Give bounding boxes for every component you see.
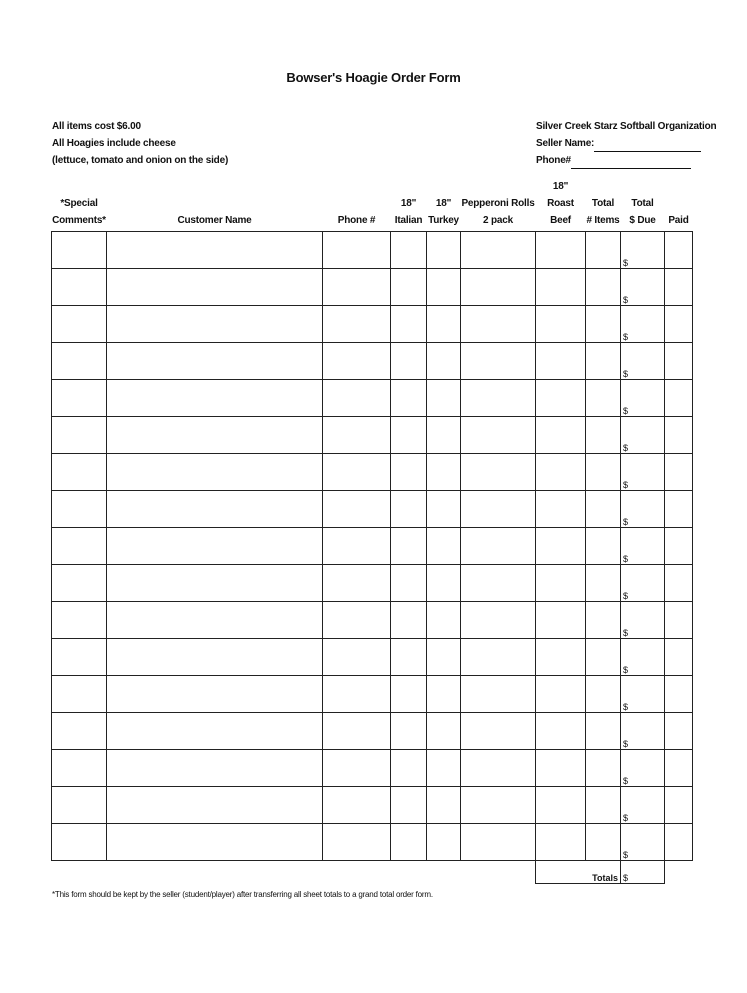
paid-cell[interactable] xyxy=(665,528,693,565)
organization-name: Silver Creek Starz Softball Organization xyxy=(536,121,717,132)
pepperoni-rolls-cell[interactable] xyxy=(461,787,536,824)
turkey-cell[interactable] xyxy=(427,676,461,713)
phone-cell[interactable] xyxy=(323,343,391,380)
pepperoni-rolls-cell[interactable] xyxy=(461,639,536,676)
total-due-cell[interactable]: $ xyxy=(621,269,665,306)
comments-cell[interactable] xyxy=(52,565,107,602)
total-due-cell[interactable]: $ xyxy=(621,676,665,713)
turkey-cell[interactable] xyxy=(427,491,461,528)
customer-name-cell[interactable] xyxy=(107,306,323,343)
col-header-total-due: Total $ Due xyxy=(629,198,656,226)
seller-name-label: Seller Name: xyxy=(536,138,595,149)
paid-cell[interactable] xyxy=(665,380,693,417)
turkey-cell[interactable] xyxy=(427,713,461,750)
total-items-cell[interactable] xyxy=(586,380,621,417)
roast-beef-cell[interactable] xyxy=(536,750,586,787)
customer-name-cell[interactable] xyxy=(107,565,323,602)
pepperoni-rolls-cell[interactable] xyxy=(461,232,536,269)
turkey-cell[interactable] xyxy=(427,602,461,639)
roast-beef-cell[interactable] xyxy=(536,639,586,676)
total-due-cell[interactable]: $ xyxy=(621,454,665,491)
totals-label: Totals xyxy=(536,861,621,884)
comments-cell[interactable] xyxy=(52,269,107,306)
col-header-roast-beef: 18" Roast Beef xyxy=(547,181,574,226)
totals-row xyxy=(52,861,693,884)
table-row xyxy=(52,750,693,787)
comments-cell[interactable] xyxy=(52,343,107,380)
total-items-cell[interactable] xyxy=(586,750,621,787)
italian-cell[interactable] xyxy=(391,306,427,343)
italian-cell[interactable] xyxy=(391,417,427,454)
table-row xyxy=(52,343,693,380)
comments-cell[interactable] xyxy=(52,824,107,861)
roast-beef-cell[interactable] xyxy=(536,676,586,713)
turkey-cell[interactable] xyxy=(427,639,461,676)
phone-cell[interactable] xyxy=(323,824,391,861)
paid-cell[interactable] xyxy=(665,491,693,528)
italian-cell[interactable] xyxy=(391,602,427,639)
total-items-cell[interactable] xyxy=(586,676,621,713)
italian-cell[interactable] xyxy=(391,269,427,306)
total-due-cell[interactable]: $ xyxy=(621,343,665,380)
roast-beef-cell[interactable] xyxy=(536,380,586,417)
phone-cell[interactable] xyxy=(323,417,391,454)
pepperoni-rolls-cell[interactable] xyxy=(461,491,536,528)
pepperoni-rolls-cell[interactable] xyxy=(461,269,536,306)
total-items-cell[interactable] xyxy=(586,639,621,676)
comments-cell[interactable] xyxy=(52,232,107,269)
total-due-cell[interactable]: $ xyxy=(621,232,665,269)
total-due-cell[interactable]: $ xyxy=(621,787,665,824)
cheese-note: All Hoagies include cheese xyxy=(52,138,176,149)
col-header-customer-name: Customer Name xyxy=(177,215,252,226)
pepperoni-rolls-cell[interactable] xyxy=(461,343,536,380)
pricing-info xyxy=(52,118,228,169)
customer-name-cell[interactable] xyxy=(107,232,323,269)
table-row xyxy=(52,380,693,417)
comments-cell[interactable] xyxy=(52,639,107,676)
pepperoni-rolls-cell[interactable] xyxy=(461,380,536,417)
comments-cell[interactable] xyxy=(52,454,107,491)
phone-cell[interactable] xyxy=(323,232,391,269)
italian-cell[interactable] xyxy=(391,565,427,602)
customer-name-cell[interactable] xyxy=(107,528,323,565)
comments-cell[interactable] xyxy=(52,380,107,417)
table-row xyxy=(52,639,693,676)
seller-phone-line xyxy=(536,152,716,169)
header-row xyxy=(52,178,693,232)
total-items-cell[interactable] xyxy=(586,454,621,491)
paid-cell[interactable] xyxy=(665,787,693,824)
total-due-cell[interactable]: $ xyxy=(621,713,665,750)
pepperoni-rolls-cell[interactable] xyxy=(461,565,536,602)
total-due-cell[interactable]: $ xyxy=(621,750,665,787)
col-header-turkey: 18" Turkey xyxy=(428,198,459,226)
col-header-italian: 18" Italian xyxy=(394,198,423,226)
total-due-cell[interactable]: $ xyxy=(621,565,665,602)
paid-cell[interactable] xyxy=(665,417,693,454)
customer-name-cell[interactable] xyxy=(107,676,323,713)
seller-phone-label: Phone# xyxy=(536,155,571,166)
turkey-cell[interactable] xyxy=(427,417,461,454)
comments-cell[interactable] xyxy=(52,750,107,787)
total-items-cell[interactable] xyxy=(586,713,621,750)
italian-cell[interactable] xyxy=(391,454,427,491)
roast-beef-cell[interactable] xyxy=(536,491,586,528)
roast-beef-cell[interactable] xyxy=(536,824,586,861)
customer-name-cell[interactable] xyxy=(107,787,323,824)
turkey-cell[interactable] xyxy=(427,824,461,861)
customer-name-cell[interactable] xyxy=(107,602,323,639)
turkey-cell[interactable] xyxy=(427,232,461,269)
turkey-cell[interactable] xyxy=(427,787,461,824)
turkey-cell[interactable] xyxy=(427,269,461,306)
seller-name-line xyxy=(536,135,716,152)
turkey-cell[interactable] xyxy=(427,306,461,343)
total-items-cell[interactable] xyxy=(586,343,621,380)
roast-beef-cell[interactable] xyxy=(536,565,586,602)
total-items-cell[interactable] xyxy=(586,491,621,528)
customer-name-cell[interactable] xyxy=(107,343,323,380)
italian-cell[interactable] xyxy=(391,528,427,565)
customer-name-cell[interactable] xyxy=(107,713,323,750)
phone-cell[interactable] xyxy=(323,639,391,676)
turkey-cell[interactable] xyxy=(427,750,461,787)
comments-cell[interactable] xyxy=(52,491,107,528)
pepperoni-rolls-cell[interactable] xyxy=(461,713,536,750)
italian-cell[interactable] xyxy=(391,750,427,787)
comments-cell[interactable] xyxy=(52,306,107,343)
total-items-cell[interactable] xyxy=(586,824,621,861)
total-due-cell[interactable]: $ xyxy=(621,491,665,528)
col-header-phone: Phone # xyxy=(337,215,376,226)
turkey-cell[interactable] xyxy=(427,528,461,565)
comments-cell[interactable] xyxy=(52,602,107,639)
phone-cell[interactable] xyxy=(323,565,391,602)
paid-cell[interactable] xyxy=(665,454,693,491)
comments-cell[interactable] xyxy=(52,528,107,565)
total-due-cell[interactable]: $ xyxy=(621,417,665,454)
roast-beef-cell[interactable] xyxy=(536,269,586,306)
paid-cell[interactable] xyxy=(665,565,693,602)
italian-cell[interactable] xyxy=(391,676,427,713)
phone-cell[interactable] xyxy=(323,528,391,565)
total-items-cell[interactable] xyxy=(586,232,621,269)
comments-cell[interactable] xyxy=(52,417,107,454)
paid-cell[interactable] xyxy=(665,713,693,750)
total-due-cell[interactable]: $ xyxy=(621,824,665,861)
total-due-cell[interactable]: $ xyxy=(621,528,665,565)
roast-beef-cell[interactable] xyxy=(536,417,586,454)
total-items-cell[interactable] xyxy=(586,565,621,602)
col-header-pepperoni-rolls: Pepperoni Rolls 2 pack xyxy=(461,198,535,226)
pepperoni-rolls-cell[interactable] xyxy=(461,602,536,639)
roast-beef-cell[interactable] xyxy=(536,454,586,491)
pepperoni-rolls-cell[interactable] xyxy=(461,824,536,861)
italian-cell[interactable] xyxy=(391,824,427,861)
pepperoni-rolls-cell[interactable] xyxy=(461,750,536,787)
phone-cell[interactable] xyxy=(323,713,391,750)
phone-cell[interactable] xyxy=(323,787,391,824)
italian-cell[interactable] xyxy=(391,380,427,417)
total-items-cell[interactable] xyxy=(586,306,621,343)
phone-cell[interactable] xyxy=(323,269,391,306)
total-items-cell[interactable] xyxy=(586,269,621,306)
total-due-cell[interactable]: $ xyxy=(621,602,665,639)
phone-cell[interactable] xyxy=(323,491,391,528)
pepperoni-rolls-cell[interactable] xyxy=(461,417,536,454)
customer-name-cell[interactable] xyxy=(107,417,323,454)
footnote: *This form should be kept by the seller (student/player) after transferring all sheet totals to a grand total order form. xyxy=(52,890,433,899)
customer-name-cell[interactable] xyxy=(107,491,323,528)
table-row xyxy=(52,565,693,602)
table-row xyxy=(52,232,693,269)
customer-name-cell[interactable] xyxy=(107,269,323,306)
total-due-cell[interactable]: $ xyxy=(621,306,665,343)
paid-cell[interactable] xyxy=(665,824,693,861)
italian-cell[interactable] xyxy=(391,343,427,380)
italian-cell[interactable] xyxy=(391,232,427,269)
seller-phone-field[interactable] xyxy=(571,156,691,169)
col-header-comments: *Special Comments* xyxy=(52,198,106,226)
comments-cell[interactable] xyxy=(52,676,107,713)
turkey-cell[interactable] xyxy=(427,343,461,380)
turkey-cell[interactable] xyxy=(427,454,461,491)
pepperoni-rolls-cell[interactable] xyxy=(461,306,536,343)
phone-cell[interactable] xyxy=(323,750,391,787)
turkey-cell[interactable] xyxy=(427,565,461,602)
customer-name-cell[interactable] xyxy=(107,380,323,417)
table-row xyxy=(52,787,693,824)
phone-cell[interactable] xyxy=(323,602,391,639)
paid-cell[interactable] xyxy=(665,232,693,269)
phone-cell[interactable] xyxy=(323,454,391,491)
pepperoni-rolls-cell[interactable] xyxy=(461,454,536,491)
customer-name-cell[interactable] xyxy=(107,750,323,787)
total-due-cell[interactable]: $ xyxy=(621,380,665,417)
italian-cell[interactable] xyxy=(391,787,427,824)
comments-cell[interactable] xyxy=(52,787,107,824)
customer-name-cell[interactable] xyxy=(107,639,323,676)
roast-beef-cell[interactable] xyxy=(536,306,586,343)
customer-name-cell[interactable] xyxy=(107,824,323,861)
pepperoni-rolls-cell[interactable] xyxy=(461,676,536,713)
totals-due-cell[interactable]: $ xyxy=(621,861,665,884)
comments-cell[interactable] xyxy=(52,713,107,750)
order-table xyxy=(51,178,693,884)
paid-cell[interactable] xyxy=(665,602,693,639)
table-row xyxy=(52,306,693,343)
phone-cell[interactable] xyxy=(323,676,391,713)
total-due-cell[interactable]: $ xyxy=(621,639,665,676)
total-items-cell[interactable] xyxy=(586,528,621,565)
table-row xyxy=(52,528,693,565)
phone-cell[interactable] xyxy=(323,306,391,343)
turkey-cell[interactable] xyxy=(427,380,461,417)
form-title: Bowser's Hoagie Order Form xyxy=(286,70,461,85)
phone-cell[interactable] xyxy=(323,380,391,417)
total-items-cell[interactable] xyxy=(586,417,621,454)
italian-cell[interactable] xyxy=(391,491,427,528)
toppings-note: (lettuce, tomato and onion on the side) xyxy=(52,155,229,166)
paid-cell[interactable] xyxy=(665,750,693,787)
table-row xyxy=(52,602,693,639)
italian-cell[interactable] xyxy=(391,639,427,676)
paid-cell[interactable] xyxy=(665,676,693,713)
table-row xyxy=(52,454,693,491)
paid-cell[interactable] xyxy=(665,639,693,676)
total-items-cell[interactable] xyxy=(586,602,621,639)
paid-cell[interactable] xyxy=(665,306,693,343)
table-row xyxy=(52,824,693,861)
table-row xyxy=(52,676,693,713)
roast-beef-cell[interactable] xyxy=(536,528,586,565)
paid-cell[interactable] xyxy=(665,269,693,306)
seller-name-field[interactable] xyxy=(594,139,701,152)
paid-cell[interactable] xyxy=(665,343,693,380)
table-row xyxy=(52,491,693,528)
roast-beef-cell[interactable] xyxy=(536,602,586,639)
table-row xyxy=(52,417,693,454)
roast-beef-cell[interactable] xyxy=(536,713,586,750)
table-row xyxy=(52,713,693,750)
col-header-total-items: Total # Items xyxy=(586,198,620,226)
italian-cell[interactable] xyxy=(391,713,427,750)
price-note: All items cost $6.00 xyxy=(52,121,141,132)
pepperoni-rolls-cell[interactable] xyxy=(461,528,536,565)
roast-beef-cell[interactable] xyxy=(536,787,586,824)
total-items-cell[interactable] xyxy=(586,787,621,824)
customer-name-cell[interactable] xyxy=(107,454,323,491)
roast-beef-cell[interactable] xyxy=(536,343,586,380)
table-row xyxy=(52,269,693,306)
roast-beef-cell[interactable] xyxy=(536,232,586,269)
seller-info xyxy=(536,118,716,169)
col-header-paid: Paid xyxy=(668,215,689,226)
